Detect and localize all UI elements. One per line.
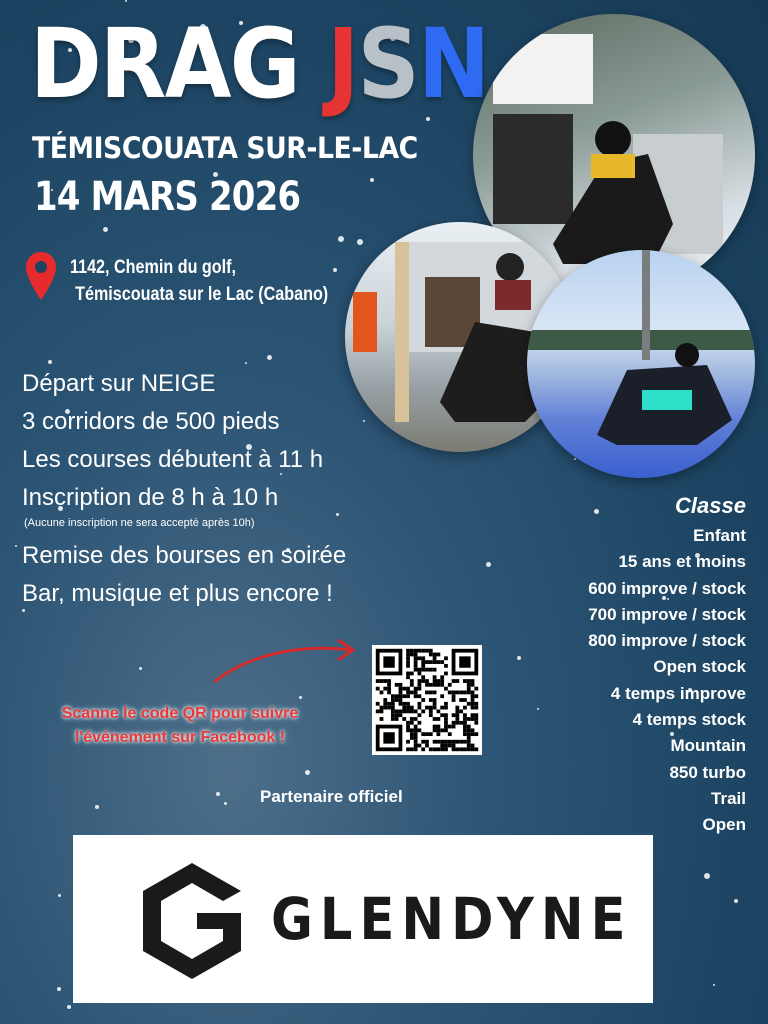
class-item: 850 turbo bbox=[669, 762, 746, 782]
snowflake bbox=[333, 268, 337, 272]
qr-instructions-line-2: l'événement sur Facebook ! bbox=[74, 729, 286, 746]
qr-instructions-line-1: Scanne le code QR pour suivre bbox=[61, 705, 299, 722]
event-features bbox=[22, 365, 346, 613]
arrow-icon bbox=[210, 636, 360, 686]
feature-item: Bar, musique et plus encore ! bbox=[22, 580, 333, 607]
snowflake bbox=[704, 873, 710, 879]
event-city: TÉMISCOUATA SUR-LE-LAC bbox=[32, 131, 418, 165]
snowflake bbox=[574, 458, 576, 460]
snowflake bbox=[95, 805, 99, 809]
snowflake bbox=[103, 227, 108, 232]
snowflake bbox=[734, 899, 738, 903]
address-line-1: 1142, Chemin du golf, bbox=[70, 257, 237, 278]
snowflake bbox=[58, 894, 61, 897]
partner-label: Partenaire officiel bbox=[260, 787, 403, 806]
snowflake bbox=[357, 239, 363, 245]
snowflake bbox=[517, 656, 521, 660]
snowflake bbox=[245, 362, 247, 364]
class-list-title: Classe bbox=[675, 493, 746, 518]
feature-item: 3 corridors de 500 pieds bbox=[22, 408, 280, 435]
title-letter-s: S bbox=[357, 8, 418, 120]
qr-code-icon bbox=[372, 645, 482, 755]
snowflake bbox=[305, 770, 310, 775]
snowflake bbox=[57, 987, 61, 991]
title-letter-j: J bbox=[327, 8, 358, 120]
qr-instructions bbox=[20, 702, 340, 750]
event-title bbox=[30, 8, 489, 120]
feature-item: Les courses débutent à 11 h bbox=[22, 446, 324, 473]
class-list bbox=[588, 493, 746, 839]
snowflake bbox=[267, 355, 272, 360]
snowflake bbox=[48, 360, 52, 364]
class-item: 4 temps stock bbox=[632, 710, 746, 730]
snowflake bbox=[139, 667, 142, 670]
snowflake bbox=[363, 420, 365, 422]
facebook-qr-code[interactable] bbox=[372, 645, 482, 755]
snowflake bbox=[125, 0, 127, 2]
address-line-2: Témiscouata sur le Lac (Cabano) bbox=[75, 284, 329, 305]
class-item: 600 improve / stock bbox=[588, 578, 746, 598]
glendyne-logo-icon bbox=[137, 859, 247, 983]
title-drag: DRAG bbox=[30, 8, 299, 120]
snowflake bbox=[15, 545, 17, 547]
snowmobile-photo-3 bbox=[527, 250, 755, 478]
class-item: 15 ans et moins bbox=[618, 552, 746, 572]
class-item: 4 temps improve bbox=[610, 683, 746, 703]
registration-note: (Aucune inscription ne sera accepté après 10h) bbox=[24, 517, 255, 529]
snowflake bbox=[299, 696, 302, 699]
class-item: 800 improve / stock bbox=[588, 631, 746, 651]
class-item: Open stock bbox=[653, 657, 746, 677]
event-address bbox=[70, 254, 328, 308]
title-letter-n: N bbox=[417, 8, 489, 120]
snowflake bbox=[216, 792, 220, 796]
class-item: Open bbox=[702, 815, 746, 835]
class-item: Trail bbox=[711, 788, 746, 808]
snowflake bbox=[67, 1005, 71, 1009]
class-item: Mountain bbox=[670, 736, 746, 756]
snowflake bbox=[370, 178, 374, 182]
class-item: 700 improve / stock bbox=[588, 604, 746, 624]
partner-logo bbox=[73, 835, 653, 1003]
feature-item: Inscription de 8 h à 10 h bbox=[22, 484, 279, 511]
snowflake bbox=[713, 984, 715, 986]
snowflake bbox=[537, 708, 539, 710]
event-date: 14 MARS 2026 bbox=[34, 174, 301, 220]
snowflake bbox=[486, 562, 491, 567]
map-pin-icon bbox=[24, 250, 58, 302]
partner-name: GLENDYNE bbox=[271, 885, 633, 953]
feature-item: Départ sur NEIGE bbox=[22, 370, 216, 397]
snowflake bbox=[224, 802, 227, 805]
class-item: Enfant bbox=[693, 526, 746, 545]
snowflake bbox=[338, 236, 344, 242]
feature-item: Remise des bourses en soirée bbox=[22, 542, 347, 569]
